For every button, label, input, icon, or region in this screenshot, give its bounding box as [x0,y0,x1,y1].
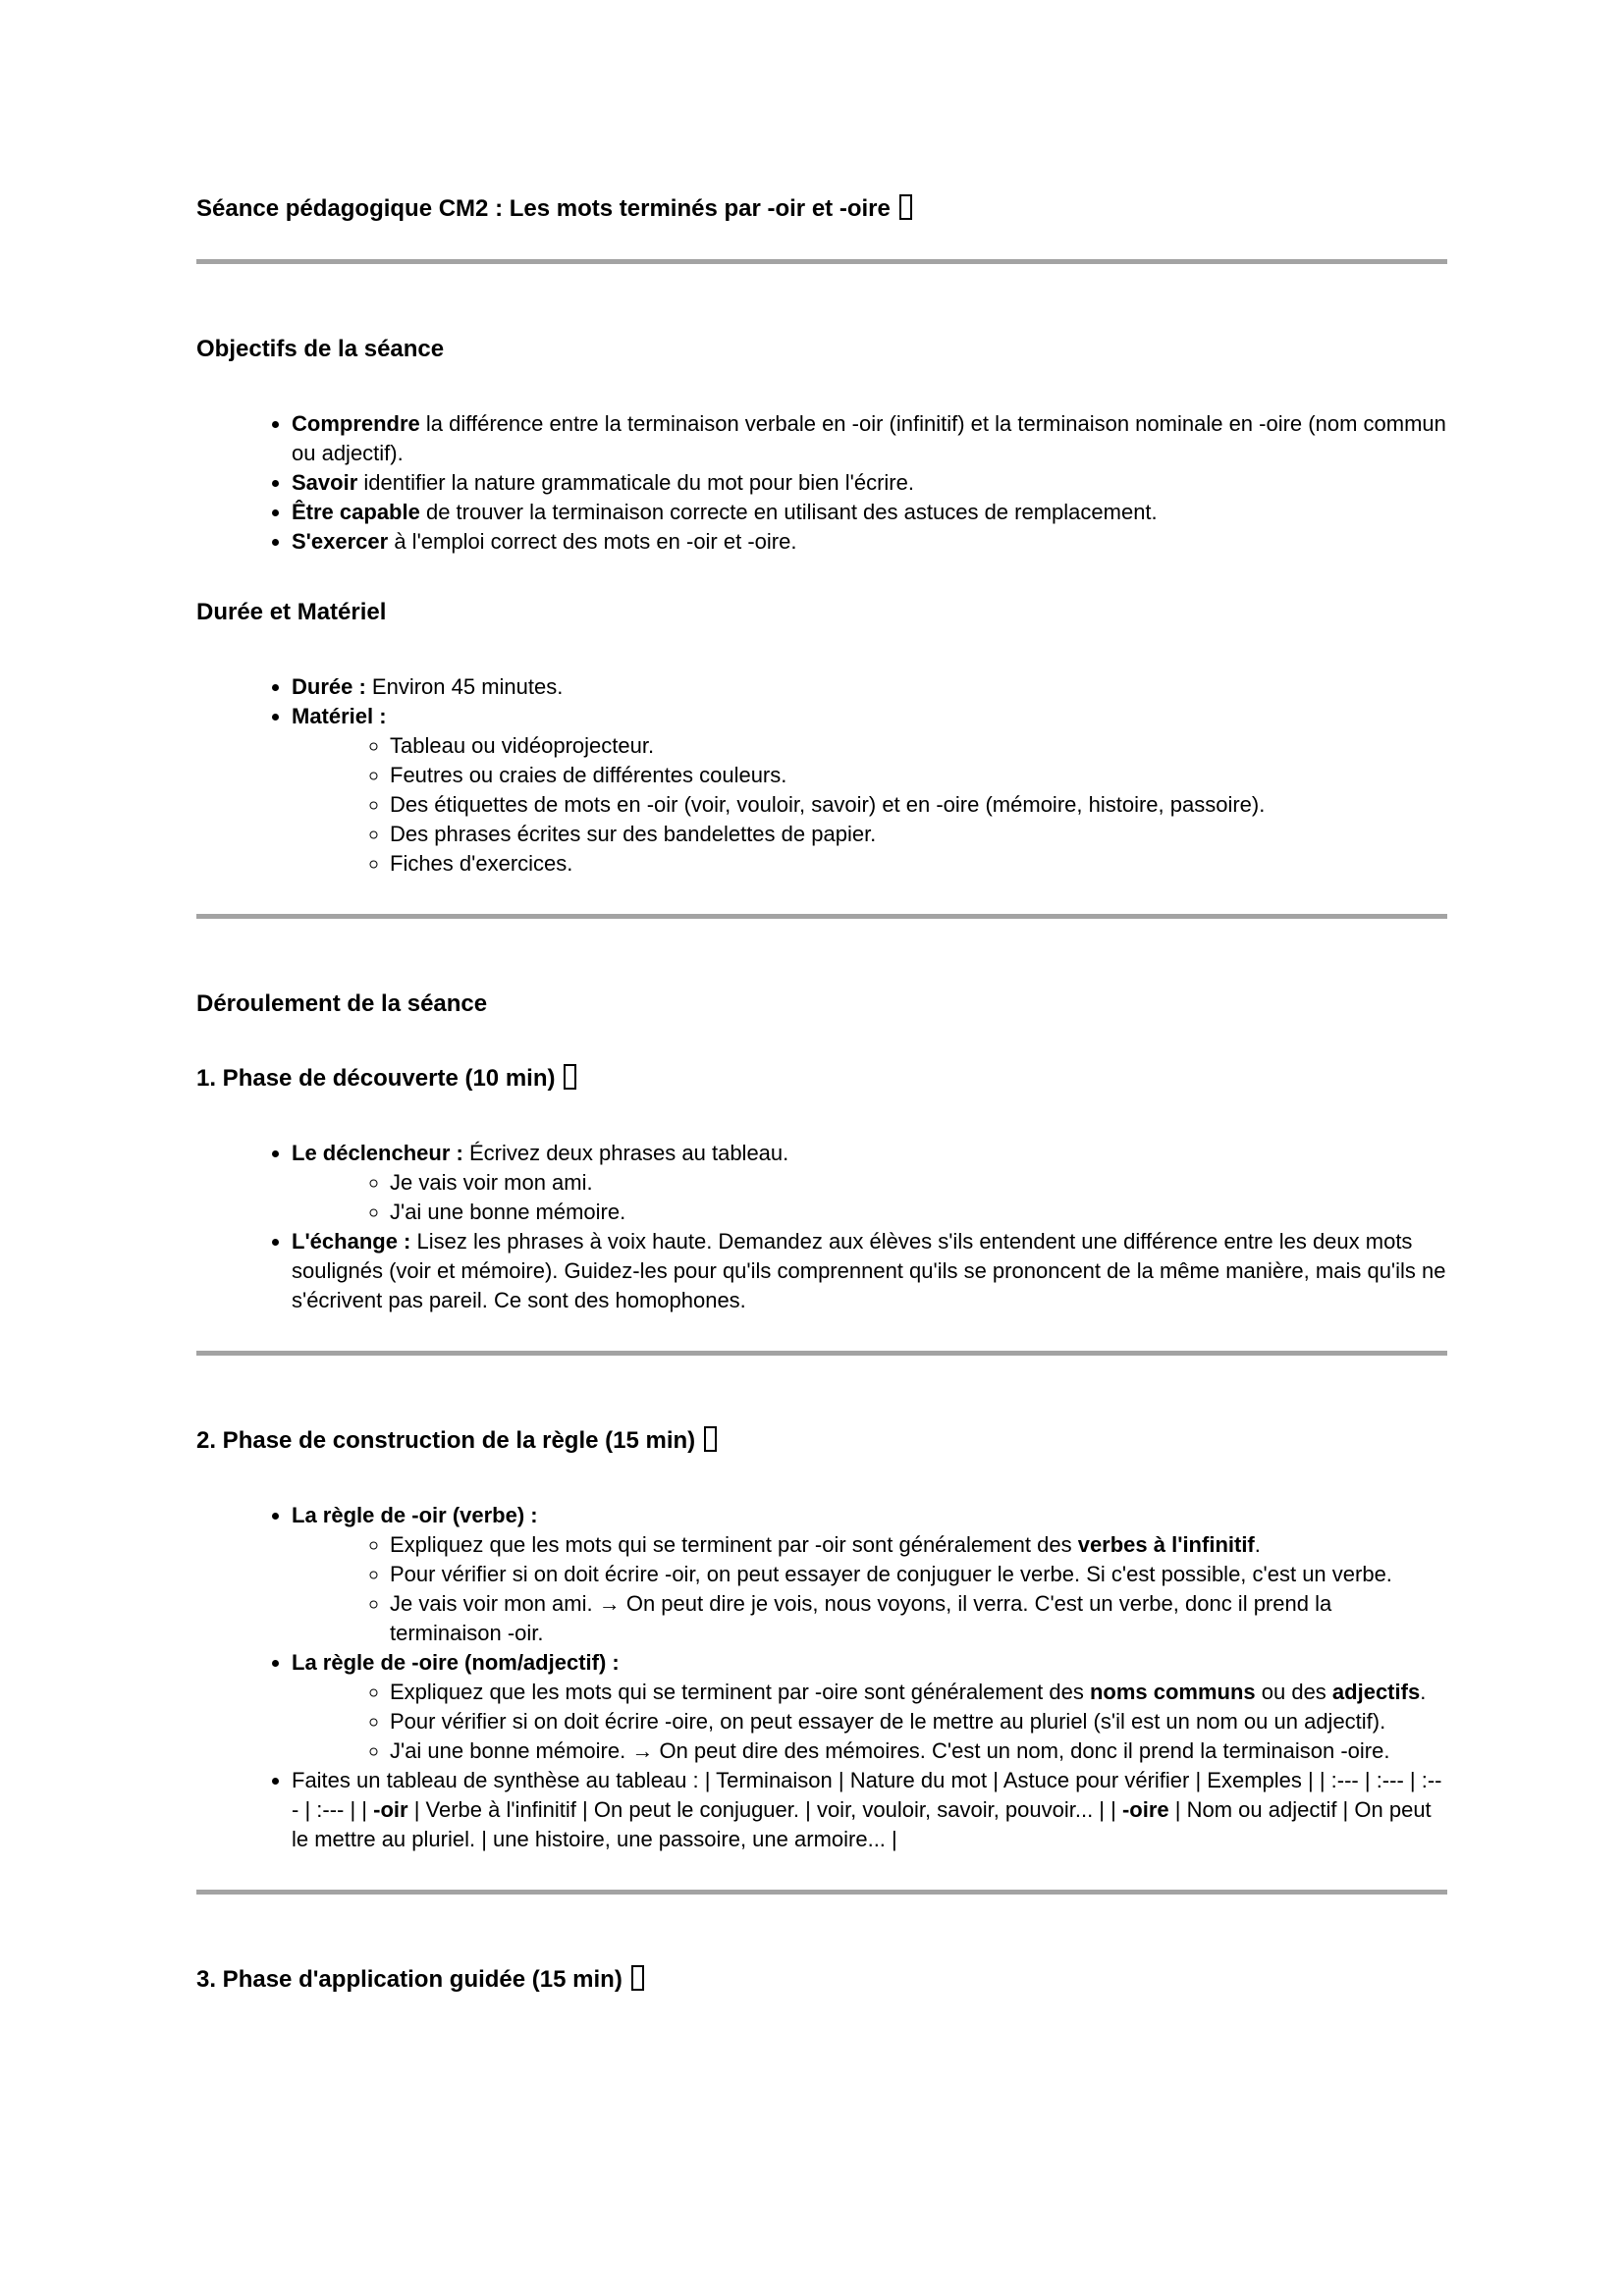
heading-phase-2 [196,1426,1447,1456]
item-text: Expliquez que les mots qui se terminent par -oire sont généralement des [390,1680,1090,1704]
list-item: ◦ Des étiquettes de mots en -oir (voir, vouloir, savoir) et en -oire (mémoire, histoire, passoire). [390,790,1447,820]
list-item [292,527,1447,557]
item-text: à l'emploi correct des mots en -oir et -oire. [388,529,797,554]
item-text: ou des [1255,1680,1332,1704]
regle-oir-sublist [292,1530,1447,1648]
regle-oire-sublist [292,1678,1447,1766]
list-item [292,468,1447,498]
list-item: ◦ Tableau ou vidéoprojecteur. [390,731,1447,761]
item-lead: Être capable [292,500,420,524]
heading-text: 1. Phase de découverte (10 min) [196,1065,556,1092]
item-text: Lisez les phrases à voix haute. Demandez aux élèves s'ils entendent une différence entre les deux mots soulignés (voir et mémoire). Guidez-les pour qu'ils comprennent qu'ils se prononcent de la même manière, mais qu'ils ne s'écrivent pas pareil. Ce sont des homophones. [292,1229,1446,1312]
missing-glyph-box [899,194,912,220]
list-item: ◦ Fiches d'exercices. [390,849,1447,879]
item-text: . [1420,1680,1427,1704]
list-item [292,1139,1447,1227]
list-item: ◦ Des phrases écrites sur des bandelettes de papier. [390,820,1447,849]
item-bold: -oire [1121,1797,1169,1822]
item-text: | Nom ou adjectif | On peut le mettre au pluriel. | une histoire, une passoire, une armoire... | [292,1797,1432,1851]
item-text: Expliquez que les mots qui se terminent par -oir sont généralement des [390,1532,1078,1557]
item-text: Écrivez deux phrases au tableau. [462,1141,789,1165]
missing-glyph-box [631,1965,644,1991]
phase2-list [196,1501,1447,1854]
list-item: ◦ J'ai une bonne mémoire. [390,1198,1447,1227]
list-item [292,1227,1447,1315]
list-item [292,702,1447,879]
materiel-sublist [292,731,1447,879]
item-lead: La règle de -oire (nom/adjectif) : [292,1650,620,1675]
list-item [390,1707,1447,1736]
item-bold: -oir [373,1797,408,1822]
phase1-list [196,1139,1447,1315]
missing-glyph-box [564,1064,576,1090]
heading-duree-materiel: Durée et Matériel [196,599,387,625]
horizontal-rule [196,914,1447,919]
heading-text: 2. Phase de construction de la règle (15 min) [196,1427,696,1454]
item-text: . [1254,1532,1261,1557]
list-item [292,498,1447,527]
item-text: la différence entre la terminaison verbale en -oir (infinitif) et la terminaison nominale en -oire (nom commun ou adjectif). [292,411,1446,465]
item-bold: adjectifs [1331,1680,1421,1704]
item-text: Je vais voir mon ami. → On peut dire je vois, nous voyons, il verra. C'est un verbe, donc il prend la terminaison -oir. [390,1591,1332,1645]
item-lead: L'échange : [292,1229,411,1254]
item-lead: Matériel : [292,704,387,728]
list-item [390,1530,1447,1560]
list-item [390,1589,1447,1648]
missing-glyph-box [704,1426,717,1452]
item-text: Pour vérifier si on doit écrire -oire, on peut essayer de le mettre au pluriel (s'il est un nom ou un adjectif). [390,1709,1386,1734]
item-lead: Comprendre [292,411,420,436]
list-item [292,409,1447,468]
item-bold: noms communs [1089,1680,1256,1704]
declencheur-sublist [292,1168,1447,1227]
list-item [390,1736,1447,1766]
item-lead: S'exercer [292,529,389,554]
item-text: Faites un tableau de synthèse au tableau : | Terminaison | Nature du mot | Astuce pour vérifier | Exemples | | :--- | :--- | :--- | :--- | | [292,1768,1442,1822]
duree-materiel-list [196,672,1447,879]
objectifs-list [196,409,1447,557]
list-item [390,1560,1447,1589]
item-text: Environ 45 minutes. [365,674,564,699]
horizontal-rule [196,1351,1447,1356]
item-text: | Verbe à l'infinitif | On peut le conjuguer. | voir, vouloir, savoir, pouvoir... | | [407,1797,1122,1822]
list-item [292,1766,1447,1854]
item-lead: Le déclencheur : [292,1141,463,1165]
item-text: J'ai une bonne mémoire. → On peut dire des mémoires. C'est un nom, donc il prend la terminaison -oire. [390,1738,1390,1763]
heading-phase-3 [196,1965,1447,1995]
page-title-text: Séance pédagogique CM2 : Les mots terminés par -oir et -oire [196,195,891,222]
item-lead: Durée : [292,674,366,699]
list-item [390,1678,1447,1707]
item-lead: Savoir [292,470,358,495]
list-item [292,672,1447,702]
heading-text: 3. Phase d'application guidée (15 min) [196,1966,623,1993]
item-text: de trouver la terminaison correcte en utilisant des astuces de remplacement. [419,500,1158,524]
item-text: Pour vérifier si on doit écrire -oir, on peut essayer de conjuguer le verbe. Si c'est possible, c'est un verbe. [390,1562,1392,1586]
page-title [196,194,1447,224]
heading-deroulement: Déroulement de la séance [196,990,488,1017]
item-bold: verbes à l'infinitif [1077,1532,1255,1557]
item-lead: La règle de -oir (verbe) : [292,1503,538,1527]
list-item: ◦ Je vais voir mon ami. [390,1168,1447,1198]
heading-phase-1 [196,1064,1447,1094]
horizontal-rule [196,259,1447,264]
list-item: ◦ Feutres ou craies de différentes couleurs. [390,761,1447,790]
heading-objectifs: Objectifs de la séance [196,336,445,362]
horizontal-rule [196,1890,1447,1895]
list-item [292,1648,1447,1766]
item-text: identifier la nature grammaticale du mot pour bien l'écrire. [357,470,914,495]
list-item [292,1501,1447,1648]
